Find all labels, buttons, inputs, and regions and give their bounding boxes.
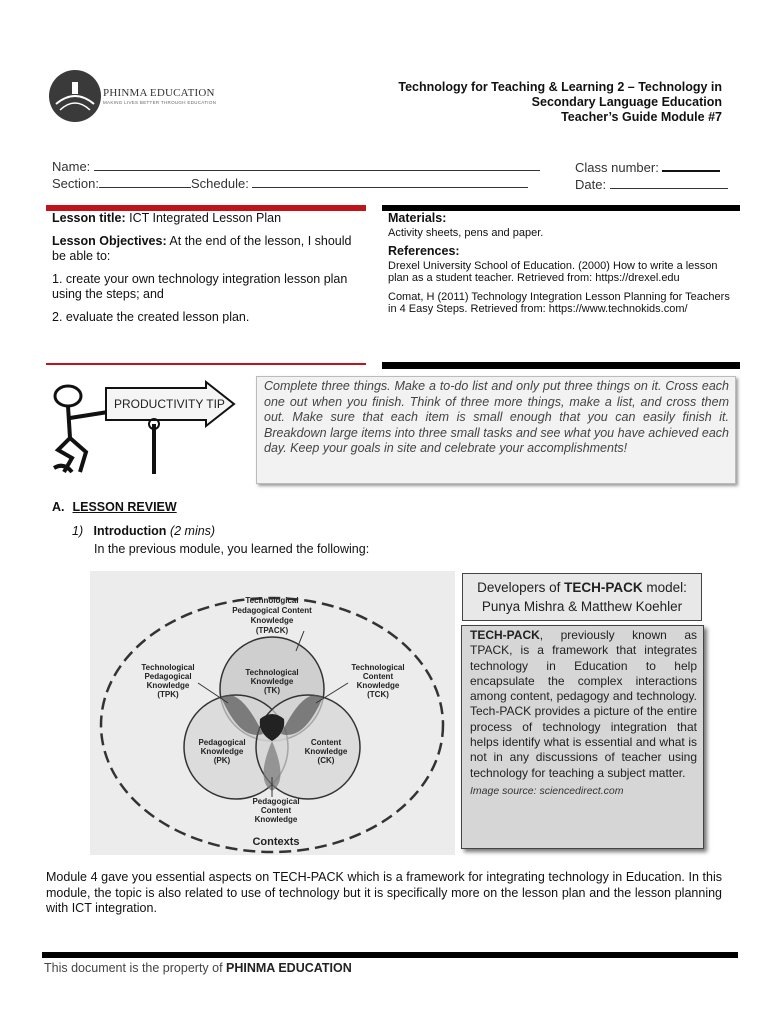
- dev-line-post: model:: [642, 580, 687, 595]
- reference-1: Drexel University School of Education. (2000) How to write a lesson plan as a student teacher. Retrieved from: https://drexel.edu: [388, 259, 718, 284]
- red-divider-bottom: [46, 363, 366, 365]
- title-line-1: Technology for Teaching & Learning 2 – Technology in: [398, 80, 722, 94]
- techpack-text: [470, 628, 697, 781]
- objectives-intro: At the end of the lesson, I should be able to:: [52, 234, 352, 263]
- tck-label-2: Content: [362, 672, 394, 681]
- techpack-body: , previously known as TPACK, is a framework that integrates technology in Education to help encapsulate the complex interactions among content, pedagogy and technology. Tech-PACK provides a picture of the entire process of technology integration that helps identify what is essential and what is not in any discussions of teacher using technology for teaching a subject matter.: [470, 628, 697, 780]
- tpack-label-3: Knowledge: [250, 616, 294, 625]
- lesson-title: ICT Integrated Lesson Plan: [129, 211, 282, 225]
- dev-line-bold: TECH-PACK: [564, 580, 643, 595]
- class-number-line[interactable]: [662, 158, 720, 172]
- section-title: LESSON REVIEW: [72, 500, 177, 514]
- ck-label-2: Knowledge: [304, 747, 348, 756]
- footer-text: This document is the property of: [44, 961, 227, 975]
- name-line[interactable]: [94, 158, 540, 171]
- section-letter: A.: [52, 500, 65, 514]
- item-time: (2 mins): [169, 524, 216, 538]
- section-label: Section:: [52, 176, 99, 191]
- footer-bold: PHINMA EDUCATION: [226, 961, 352, 975]
- pk-label-3: (PK): [213, 756, 231, 765]
- references-heading: References:: [388, 244, 460, 258]
- productivity-tip-sign: PRODUCTIVITY TIP: [114, 397, 225, 411]
- materials-references: [388, 212, 738, 322]
- tpk-label-4: (TPK): [157, 690, 179, 699]
- tpack-label-2: Pedagogical Content: [232, 606, 312, 615]
- title-line-2: Secondary Language Education: [531, 95, 722, 109]
- lesson-info: [52, 211, 352, 333]
- tpk-label-2: Pedagogical: [144, 672, 192, 681]
- schedule-label: Schedule:: [190, 176, 249, 191]
- tpack-label-4: (TPACK): [255, 626, 289, 635]
- reference-2: Comat, H (2011) Technology Integration Lesson Planning for Teachers in 4 Easy Steps. Retrieved from: https://www.technokids.com/: [388, 290, 730, 315]
- developers-box: [462, 573, 702, 621]
- tpk-label-1: Technological: [141, 663, 195, 672]
- tk-label-1: Technological: [245, 668, 299, 677]
- tpack-venn-diagram: [90, 571, 455, 855]
- tk-label-3: (TK): [264, 686, 280, 695]
- schedule-line[interactable]: [252, 175, 528, 188]
- ck-label-3: (CK): [317, 756, 335, 765]
- logo-tagline: MAKING LIVES BETTER THROUGH EDUCATION: [103, 100, 217, 105]
- pck-label-1: Pedagogical: [252, 797, 300, 806]
- title-line-3: Teacher’s Guide Module #7: [561, 110, 722, 124]
- date-line[interactable]: [610, 176, 728, 189]
- date-label: Date:: [575, 177, 607, 192]
- materials-text: Activity sheets, pens and paper.: [388, 226, 544, 239]
- footer-divider: [42, 952, 738, 958]
- pk-label-1: Pedagogical: [198, 738, 246, 747]
- lesson-title-label: Lesson title:: [52, 211, 126, 225]
- class-fields: [575, 158, 728, 193]
- section-line[interactable]: [99, 175, 191, 188]
- objectives-label: Lesson Objectives:: [52, 234, 167, 248]
- developers-names: Punya Mishra & Matthew Koehler: [481, 599, 683, 614]
- tip-text: Complete three things. Make a to-do list and only put three things on it. Cross each one out when you finish. Think of three more things, make a list, and cross them out. Make sure that each item is small enough that you can easily finish it. Breakdown large items into three small tasks and see what you have achieved each day. Keep your goals in site and celebrate your accomplishments!: [264, 379, 729, 456]
- materials-heading: Materials:: [388, 211, 447, 225]
- black-divider-bottom: [382, 362, 740, 369]
- objective-2: 2. evaluate the created lesson plan.: [52, 310, 250, 324]
- dev-line-pre: Developers of: [477, 580, 565, 595]
- item-number: 1): [72, 524, 84, 538]
- ck-label-1: Content: [310, 738, 342, 747]
- objective-1: 1. create your own technology integration lesson plan using the steps; and: [52, 272, 348, 301]
- module-paragraph: Module 4 gave you essential aspects on TECH-PACK which is a framework for integrating technology in Education. In this module, the topic is also related to use of technology but it is specifically more on the lesson plan and the lesson planning with ICT integration.: [46, 870, 722, 915]
- techpack-bold: TECH-PACK: [470, 628, 540, 642]
- stick-figure-sign-illustration: [46, 378, 256, 476]
- pk-label-2: Knowledge: [200, 747, 244, 756]
- techpack-description-box: [461, 625, 704, 849]
- tpack-label-1: Technological: [245, 596, 299, 605]
- footer: [44, 961, 352, 975]
- pck-label-3: Knowledge: [254, 815, 298, 824]
- pck-label-2: Content: [260, 806, 292, 815]
- student-fields: [52, 158, 540, 192]
- class-number-label: Class number:: [575, 160, 659, 175]
- logo-name: PHINMA EDUCATION: [103, 87, 215, 99]
- tck-label-3: Knowledge: [356, 681, 400, 690]
- tk-label-2: Knowledge: [250, 677, 294, 686]
- contexts-label: Contexts: [252, 836, 300, 848]
- section-a-heading: [52, 500, 177, 514]
- intro-text: In the previous module, you learned the following:: [94, 542, 370, 556]
- intro-item: [72, 524, 215, 538]
- document-title: [302, 80, 722, 125]
- tck-label-4: (TCK): [367, 690, 389, 699]
- item-title: Introduction: [93, 524, 167, 538]
- tpk-label-3: Knowledge: [146, 681, 190, 690]
- image-source: Image source: sciencedirect.com: [470, 784, 624, 797]
- tck-label-1: Technological: [351, 663, 405, 672]
- name-label: Name:: [52, 159, 91, 174]
